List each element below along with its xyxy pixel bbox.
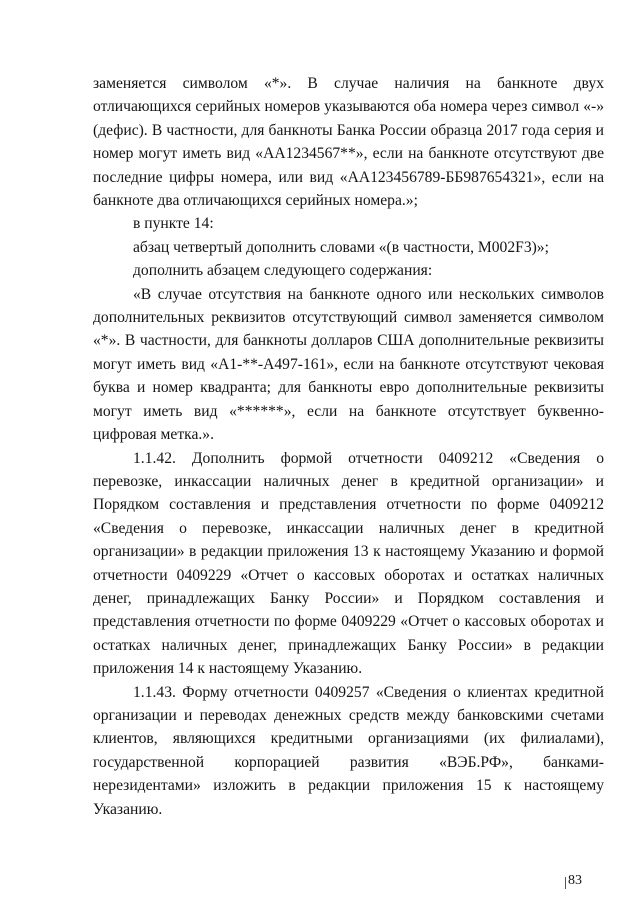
- paragraph-6: 1.1.42. Дополнить формой отчетности 0409212 «Сведения о перевозке, инкассации наличных денег в кредитной организации» и Порядком составления и представления отчетности по форме 0409212 «Сведения о перевозке, инкассации наличных денег в кредитной организации» в редакции приложения 13 к настоящему Указанию и формой отчетности 0409229 «Отчет о кассовых оборотах и остатках наличных денег, принадлежащих Банку России» и Порядком составления и представления отчетности по форме 0409229 «Отчет о кассовых оборотах и остатках наличных денег, принадлежащих Банку России» в редакции приложения 14 к настоящему Указанию.: [93, 449, 604, 678]
- paragraph-3: абзац четвертый дополнить словами «(в частности, M002F3)»;: [133, 238, 549, 256]
- paragraph-7: 1.1.43. Форму отчетности 0409257 «Сведения о клиентах кредитной организации и переводах денежных средств между банковскими счетами клиентов, являющихся кредитными организациями (их филиалами), государственной корпорацией развития «ВЭБ.РФ», банками-нерезидентами» изложить в редакции приложения 15 к настоящему Указанию.: [93, 683, 604, 818]
- paragraph-2: в пункте 14:: [133, 215, 214, 233]
- paragraph-5: «В случае отсутствия на банкноте одного или нескольких символов дополнительных реквизитов отсутствующий символ заменяется символом «*». В частности, для банкноты долларов США дополнительные реквизиты могут иметь вид «A1-**-A497-161», если на банкноте отсутствуют чековая буква и номер квадранта; для банкноты евро дополнительные реквизиты могут иметь вид «******», если на банкноте отсутствует буквенно-цифровая метка.».: [93, 285, 604, 444]
- paragraph-1: заменяется символом «*». В случае наличия на банкноте двух отличающихся серийных номеров указываются оба номера через символ «-» (дефис). В частности, для банкноты Банка России образца 2017 года серия и номер могут иметь вид «АА1234567**», если на банкноте отсутствуют две последние цифры номера, или вид «АА123456789-ББ987654321», если на банкноте два отличающихся серийных номера.»;: [93, 75, 604, 210]
- page-number: 83: [568, 873, 582, 888]
- document-body: [93, 72, 604, 821]
- paragraph-4: дополнить абзацем следующего содержания:: [133, 262, 433, 280]
